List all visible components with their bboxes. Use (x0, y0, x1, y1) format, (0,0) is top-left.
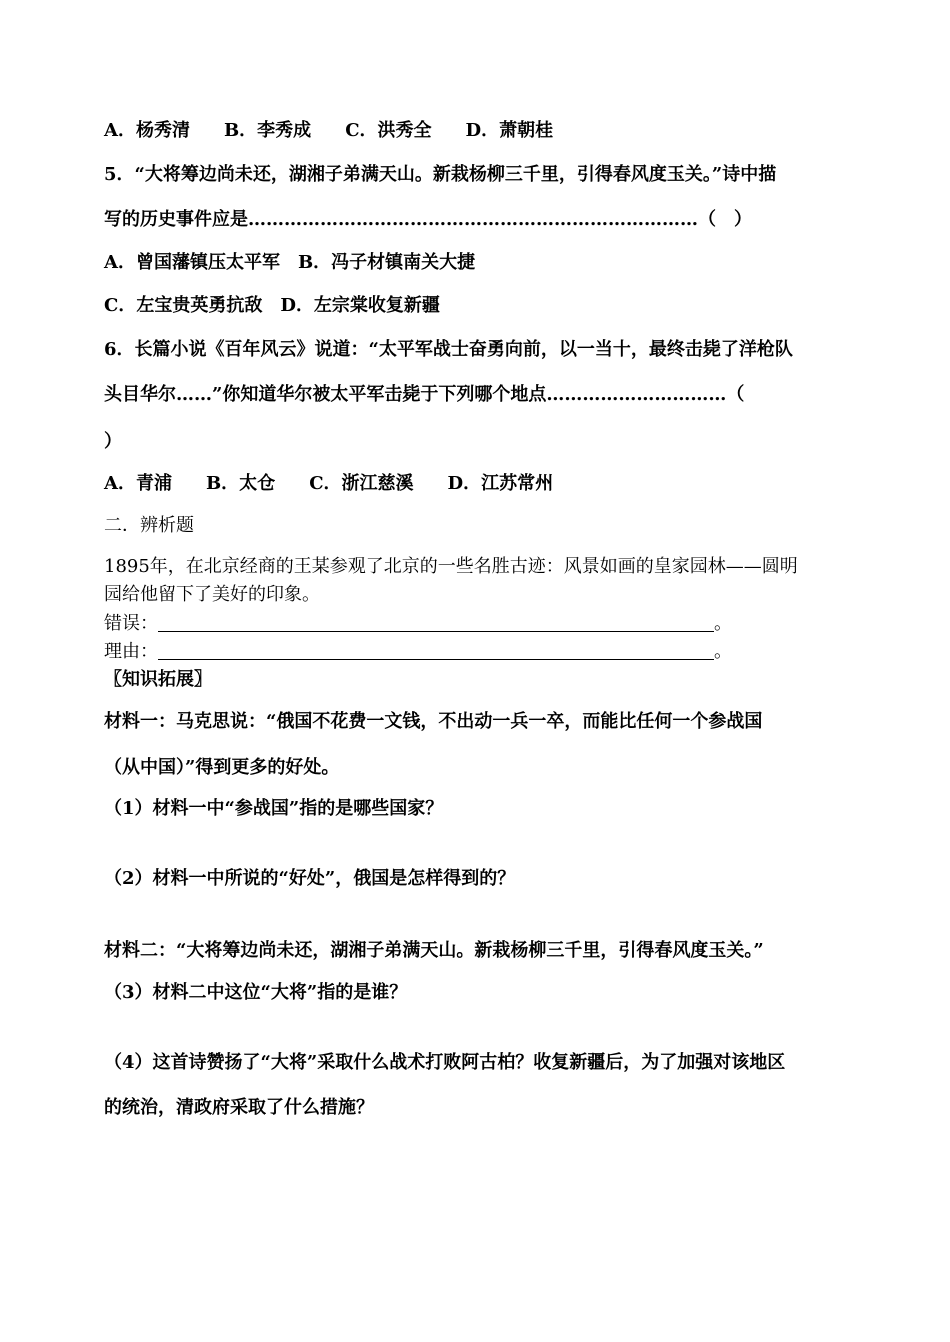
error-label: 错误： (104, 613, 158, 634)
error-period: 。 (714, 613, 732, 634)
q5-option-c: C．左宝贵英勇抗敌 (104, 295, 263, 316)
q4-option-a: A．杨秀清 (104, 120, 190, 141)
q4-option-b: B．李秀成 (223, 120, 312, 141)
q6-option-c: C．浙江慈溪 (309, 473, 414, 494)
q4-option-d: D．萧朝桂 (465, 120, 554, 141)
q5-stem-line1: 5．“大将筹边尚未还，湖湘子弟满天山。新栽杨柳三千里，引得春风度玉关。”诗中描 (104, 164, 777, 185)
sub-question-4-line1: （4）这首诗赞扬了“大将”采取什么战术打败阿古柏？收复新疆后，为了加强对该地区 (104, 1052, 786, 1073)
q6-stem-line2: 头目华尔……”你知道华尔被太平军击毙于下列哪个地点…………………………（ (104, 384, 745, 405)
section2-heading: 二．辨析题 (104, 515, 194, 536)
material1-line2: （从中国）”得到更多的好处。 (104, 757, 340, 778)
error-answer-blank[interactable] (158, 613, 714, 632)
q6-stem-line1: 6．长篇小说《百年风云》说道：“太平军战士奋勇向前，以一当十，最终击毙了洋枪队 (104, 339, 793, 360)
q6-option-a: A．青浦 (104, 473, 172, 494)
q4-option-c: C．洪秀全 (345, 120, 432, 141)
material1-line1: 材料一：马克思说：“俄国不花费一文钱，不出动一兵一卒，而能比任何一个参战国 (104, 711, 763, 732)
sub-question-2: （2）材料一中所说的“好处”，俄国是怎样得到的？ (104, 868, 516, 889)
error-answer-row (104, 613, 732, 635)
section2-paragraph-line1: 1895年，在北京经商的王某参观了北京的一些名胜古迹：风景如画的皇家园林——圆明 (104, 556, 798, 577)
reason-label: 理由： (104, 641, 158, 662)
q6-option-b: B．太仓 (205, 473, 276, 494)
q5-options-row1 (104, 252, 475, 274)
sub-question-3: （3）材料二中这位“大将”指的是谁？ (104, 982, 408, 1003)
reason-answer-blank[interactable] (158, 641, 714, 660)
reason-period: 。 (714, 641, 732, 662)
q5-option-d: D．左宗棠收复新疆 (280, 295, 440, 316)
extension-heading: 〖知识拓展〗 (104, 669, 212, 690)
q5-option-b: B．冯子材镇南关大捷 (297, 252, 476, 273)
q5-options-row2 (104, 295, 440, 317)
q5-option-a: A．曾国藩镇压太平军 (104, 252, 280, 273)
q6-stem-line3: ） (104, 431, 122, 452)
material2: 材料二：“大将筹边尚未还，湖湘子弟满天山。新栽杨柳三千里，引得春风度玉关。” (104, 940, 764, 961)
q5-stem-line2: 写的历史事件应是…………………………………………………………………（ ） (104, 209, 752, 230)
reason-answer-row (104, 641, 732, 663)
q4-options (104, 120, 553, 142)
q6-options (104, 473, 553, 495)
sub-question-4-line2: 的统治，清政府采取了什么措施？ (104, 1097, 374, 1118)
q6-option-d: D．江苏常州 (447, 473, 554, 494)
section2-paragraph-line2: 园给他留下了美好的印象。 (104, 584, 320, 605)
sub-question-1: （1）材料一中“参战国”指的是哪些国家？ (104, 798, 444, 819)
